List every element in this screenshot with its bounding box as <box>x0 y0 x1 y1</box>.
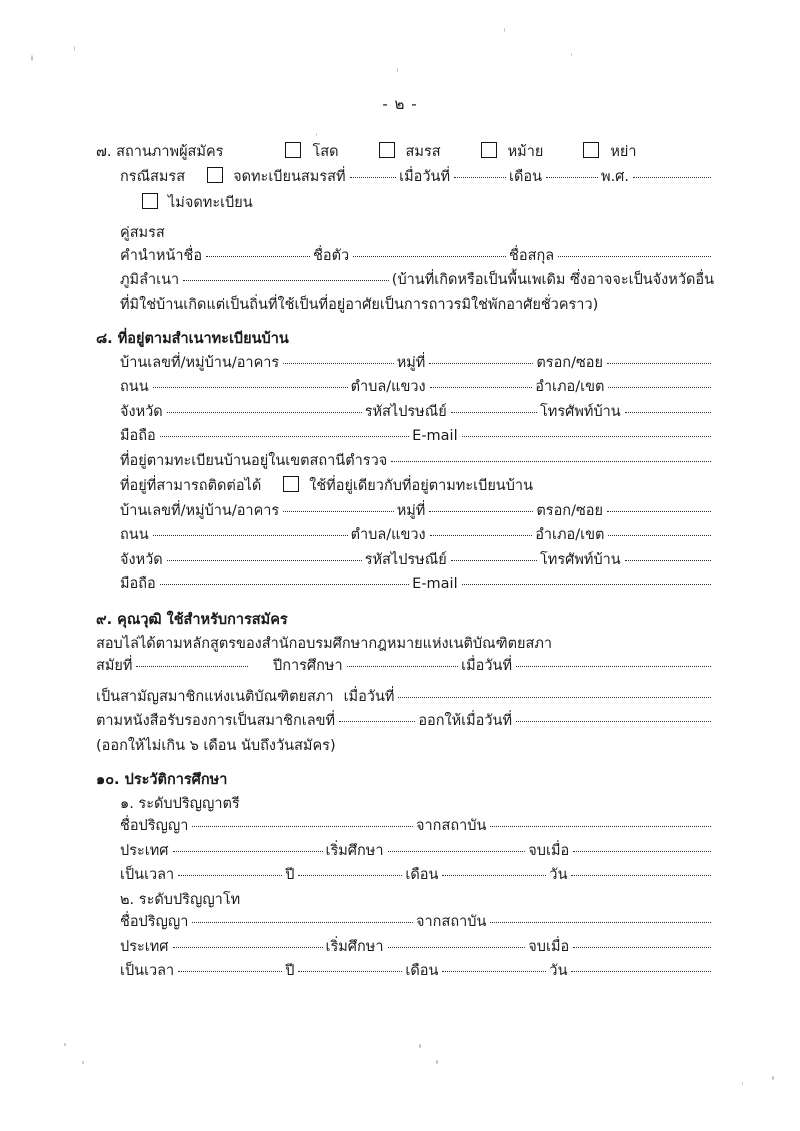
degree-2-days-field[interactable] <box>442 971 546 972</box>
contact-address-road-row <box>96 524 714 546</box>
ordinary-member-label: เป็นสามัญสมาชิกแห่งเนติบัณฑิตยสภา <box>96 688 334 705</box>
degree-1-start-label: เริ่มศึกษา <box>325 842 384 859</box>
degree-2-end-label: จบเมื่อ <box>528 938 570 955</box>
spouse-firstname-label: ชื่อตัว <box>313 247 350 264</box>
reg-email-label: E-mail <box>412 428 458 445</box>
marriage-day-field[interactable] <box>454 177 506 178</box>
reg-moo-field[interactable] <box>429 363 533 364</box>
form-body <box>96 140 714 984</box>
contact-email-label: E-mail <box>412 575 458 592</box>
section-7-heading-row <box>96 140 714 163</box>
scan-speckle <box>571 53 572 56</box>
checkbox-married[interactable] <box>379 142 395 158</box>
degree-2-start-field[interactable] <box>388 947 526 948</box>
checkbox-divorced[interactable] <box>583 142 599 158</box>
contact-road-field[interactable] <box>153 535 348 536</box>
reg-province-field[interactable] <box>167 412 362 413</box>
scan-speckle <box>772 1076 774 1080</box>
section-8-heading: ๘. ที่อยู่ตามสำเนาทะเบียนบ้าน <box>96 331 289 348</box>
reg-house-field[interactable] <box>283 363 393 364</box>
same-as-registered-label: ใช้ที่อยู่เดียวกับที่อยู่ตามทะเบียนบ้าน <box>309 478 533 495</box>
reg-province-label: จังหวัด <box>120 403 163 420</box>
degree-2-institution-label: จากสถาบัน <box>416 914 487 931</box>
police-station-row <box>96 450 714 472</box>
degree-1-name-row <box>96 815 714 837</box>
reg-alley-field[interactable] <box>607 363 711 364</box>
status-label-divorced: หย่า <box>610 144 637 160</box>
scan-speckle <box>316 133 317 136</box>
spouse-firstname-field[interactable] <box>353 256 506 257</box>
degree-1-duration-label: เป็นเวลา <box>120 867 175 884</box>
scan-speckle <box>419 1044 421 1048</box>
reg-subdistrict-field[interactable] <box>430 387 533 388</box>
marriage-year-label: พ.ศ. <box>601 169 629 186</box>
degree-2-institution-field[interactable] <box>490 922 711 923</box>
contact-postcode-label: รหัสไปรษณีย์ <box>364 551 447 568</box>
contact-province-field[interactable] <box>167 560 362 561</box>
police-station-label: ที่อยู่ตามทะเบียนบ้านอยู่ในเขตสถานีตำรวจ <box>120 452 388 469</box>
degree-1-days-label: วัน <box>549 867 568 884</box>
domicile-row <box>96 269 714 291</box>
contact-alley-label: ตรอก/ซอย <box>536 502 603 519</box>
scan-speckle <box>397 68 398 72</box>
married-case-label: กรณีสมรส <box>120 169 186 186</box>
degree-1-years-field[interactable] <box>178 875 282 876</box>
contact-district-label: อำเภอ/เขต <box>535 527 605 544</box>
page-number: - ๒ - <box>382 95 418 113</box>
reg-home-phone-field[interactable] <box>625 412 711 413</box>
contact-house-field[interactable] <box>283 511 393 512</box>
degree-2-duration-label: เป็นเวลา <box>120 963 175 979</box>
checkbox-not-registered[interactable] <box>142 193 158 209</box>
registered-marriage-place-field[interactable] <box>350 177 397 178</box>
degree-2-duration-extra-field[interactable] <box>571 971 711 972</box>
degree-1-end-label: จบเมื่อ <box>528 842 570 859</box>
degree-2-duration-row <box>96 960 714 982</box>
marriage-month-label: เดือน <box>509 169 543 186</box>
degree-2-start-label: เริ่มศึกษา <box>325 938 384 955</box>
degree-1-institution-field[interactable] <box>490 826 711 827</box>
marriage-month-field[interactable] <box>546 177 598 178</box>
contact-mobile-field[interactable] <box>160 584 409 585</box>
degree-2-days-label: วัน <box>549 963 568 979</box>
spouse-name-row <box>96 245 714 267</box>
degree-2-end-field[interactable] <box>573 947 711 948</box>
degree-2-title: ๒. ระดับปริญญาโท <box>120 891 241 908</box>
contact-district-field[interactable] <box>608 535 711 536</box>
reg-district-label: อำเภอ/เขต <box>535 379 605 396</box>
degree-1-title: ๑. ระดับปริญญาตรี <box>120 795 240 812</box>
degree-2-name-row <box>96 911 714 933</box>
degree-2-country-label: ประเทศ <box>120 938 169 955</box>
reg-road-field[interactable] <box>153 387 348 388</box>
checkbox-single[interactable] <box>285 142 301 158</box>
scan-speckle <box>742 1082 743 1085</box>
degree-1-name-field[interactable] <box>192 826 413 827</box>
status-option-widowed[interactable] <box>481 140 544 163</box>
exam-date-label: เมื่อวันที่ <box>461 658 513 675</box>
membership-certificate-row <box>96 710 714 732</box>
degree-1-end-field[interactable] <box>573 851 711 852</box>
session-field[interactable] <box>136 666 248 667</box>
reg-address-province-row <box>96 401 714 423</box>
certificate-number-label: ตามหนังสือรับรองการเป็นสมาชิกเลขที่ <box>96 713 336 730</box>
degree-2-years-field[interactable] <box>178 971 282 972</box>
reg-address-road-row <box>96 376 714 398</box>
certificate-validity-note: (ออกให้ไม่เกิน ๖ เดือน นับถึงวันสมัคร) <box>96 737 336 754</box>
reg-road-label: ถนน <box>120 379 149 396</box>
contact-subdistrict-label: ตำบล/แขวง <box>350 527 426 544</box>
spouse-lastname-label: ชื่อสกุล <box>509 247 555 264</box>
degree-1-name-label: ชื่อปริญญา <box>120 818 189 835</box>
contact-postcode-field[interactable] <box>451 560 537 561</box>
degree-2-country-field[interactable] <box>173 947 323 948</box>
contact-house-label: บ้านเลขที่/หมู่บ้าน/อาคาร <box>120 502 280 519</box>
session-label: สมัยที่ <box>96 658 133 675</box>
contact-alley-field[interactable] <box>607 511 711 512</box>
section-9-heading: ๙. คุณวุฒิ ใช้สำหรับการสมัคร <box>96 612 288 629</box>
not-registered-label: ไม่จดทะเบียน <box>168 194 253 211</box>
contact-address-heading: ที่อยู่ที่สามารถติดต่อได้ <box>120 478 262 495</box>
contact-subdistrict-field[interactable] <box>430 535 533 536</box>
degree-1-country-label: ประเทศ <box>120 842 169 859</box>
reg-postcode-field[interactable] <box>451 412 537 413</box>
certificate-number-field[interactable] <box>339 721 415 722</box>
spouse-lastname-field[interactable] <box>558 256 711 257</box>
contact-province-label: จังหวัด <box>120 551 163 568</box>
section-9-line-1: สอบไล่ได้ตามหลักสูตรของสำนักอบรมศึกษากฎหมายแห่งเนติบัณฑิตยสภา <box>96 635 553 652</box>
degree-1-months-label: เดือน <box>405 867 439 884</box>
domicile-field[interactable] <box>183 280 389 281</box>
contact-email-field[interactable] <box>462 584 711 585</box>
scan-speckle <box>82 1061 84 1064</box>
reg-address-house-row <box>96 352 714 374</box>
checkbox-same-as-registered[interactable] <box>283 476 299 492</box>
not-registered-row <box>96 191 714 214</box>
contact-address-province-row <box>96 549 714 571</box>
degree-1-months-field[interactable] <box>298 875 402 876</box>
registered-marriage-label: จดทะเบียนสมรสที่ <box>233 169 346 186</box>
exam-date-field[interactable] <box>516 666 711 667</box>
status-option-single[interactable] <box>285 140 338 163</box>
marital-status-options <box>285 140 636 163</box>
domicile-label: ภูมิลำเนา <box>120 272 180 289</box>
spouse-title-field[interactable] <box>206 256 310 257</box>
degree-1-years-label: ปี <box>285 867 295 884</box>
scan-speckle <box>31 55 33 61</box>
reg-district-field[interactable] <box>608 387 711 388</box>
marriage-date-label: เมื่อวันที่ <box>399 169 451 186</box>
checkbox-registered-marriage[interactable] <box>207 167 223 183</box>
reg-email-field[interactable] <box>462 436 711 437</box>
domicile-note-line-1: (บ้านที่เกิดหรือเป็นพื้นเพเดิม ซึ่งอาจจะเป็นจังหวัดอื่น <box>391 272 714 289</box>
section-7-heading: ๗. สถานภาพผู้สมัคร <box>96 144 224 160</box>
degree-2-country-row <box>96 936 714 958</box>
ordinary-member-row <box>96 686 714 708</box>
scan-speckle <box>74 46 75 51</box>
reg-house-label: บ้านเลขที่/หมู่บ้าน/อาคาร <box>120 354 280 371</box>
scan-speckle <box>64 1043 66 1046</box>
reg-home-phone-label: โทรศัพท์บ้าน <box>540 403 621 420</box>
contact-moo-field[interactable] <box>429 511 533 512</box>
status-option-married[interactable] <box>379 140 441 163</box>
status-label-widowed: หม้าย <box>507 144 544 160</box>
marriage-year-field[interactable] <box>633 177 711 178</box>
academic-year-label: ปีการศึกษา <box>273 658 343 675</box>
contact-home-phone-field[interactable] <box>625 560 711 561</box>
contact-address-heading-row <box>96 474 714 497</box>
checkbox-widowed[interactable] <box>481 142 497 158</box>
degree-1-duration-extra-field[interactable] <box>571 875 711 876</box>
spouse-title-label: คำนำหน้าชื่อ <box>120 247 203 264</box>
member-date-field[interactable] <box>398 697 711 698</box>
degree-2-months-field[interactable] <box>298 971 402 972</box>
reg-mobile-field[interactable] <box>160 436 409 437</box>
degree-1-country-row <box>96 840 714 862</box>
degree-2-years-label: ปี <box>285 963 295 979</box>
spouse-heading: คู่สมรส <box>120 225 165 242</box>
contact-moo-label: หมู่ที่ <box>396 502 426 519</box>
reg-mobile-label: มือถือ <box>120 428 156 445</box>
reg-subdistrict-label: ตำบล/แขวง <box>350 379 426 396</box>
degree-1-duration-row <box>96 864 714 886</box>
reg-address-mobile-row <box>96 425 714 447</box>
degree-2-name-label: ชื่อปริญญา <box>120 914 189 931</box>
contact-address-mobile-row <box>96 573 714 595</box>
status-label-single: โสด <box>312 144 339 160</box>
member-date-label: เมื่อวันที่ <box>343 688 395 705</box>
degree-1-start-field[interactable] <box>388 851 526 852</box>
degree-1-days-field[interactable] <box>442 875 546 876</box>
contact-address-house-row <box>96 500 714 522</box>
reg-alley-label: ตรอก/ซอย <box>536 354 603 371</box>
reg-postcode-label: รหัสไปรษณีย์ <box>364 403 447 420</box>
contact-mobile-label: มือถือ <box>120 575 156 592</box>
section-10-heading: ๑๐. ประวัติการศึกษา <box>96 772 228 789</box>
status-option-divorced[interactable] <box>583 140 636 163</box>
degree-2-name-field[interactable] <box>192 922 413 923</box>
status-label-married: สมรส <box>405 144 441 160</box>
degree-2-months-label: เดือน <box>405 963 439 979</box>
scan-speckle <box>436 1060 438 1064</box>
married-case-row <box>96 165 714 188</box>
police-station-field[interactable] <box>391 461 711 462</box>
academic-year-field[interactable] <box>347 666 459 667</box>
degree-1-institution-label: จากสถาบัน <box>416 818 487 835</box>
contact-home-phone-label: โทรศัพท์บ้าน <box>540 551 621 568</box>
reg-moo-label: หมู่ที่ <box>396 354 426 371</box>
exam-session-row <box>96 655 714 677</box>
scan-speckle <box>504 28 505 32</box>
contact-road-label: ถนน <box>120 527 149 544</box>
certificate-issued-field[interactable] <box>516 721 711 722</box>
degree-1-country-field[interactable] <box>173 851 323 852</box>
domicile-note-line-2: ที่มิใช่บ้านเกิดแต่เป็นถิ่นที่ใช้เป็นที่อยู่อาศัยเป็นการถาวรมิใช่พักอาศัยชั่วคราว) <box>120 296 599 313</box>
certificate-issued-label: ออกให้เมื่อวันที่ <box>418 713 512 730</box>
